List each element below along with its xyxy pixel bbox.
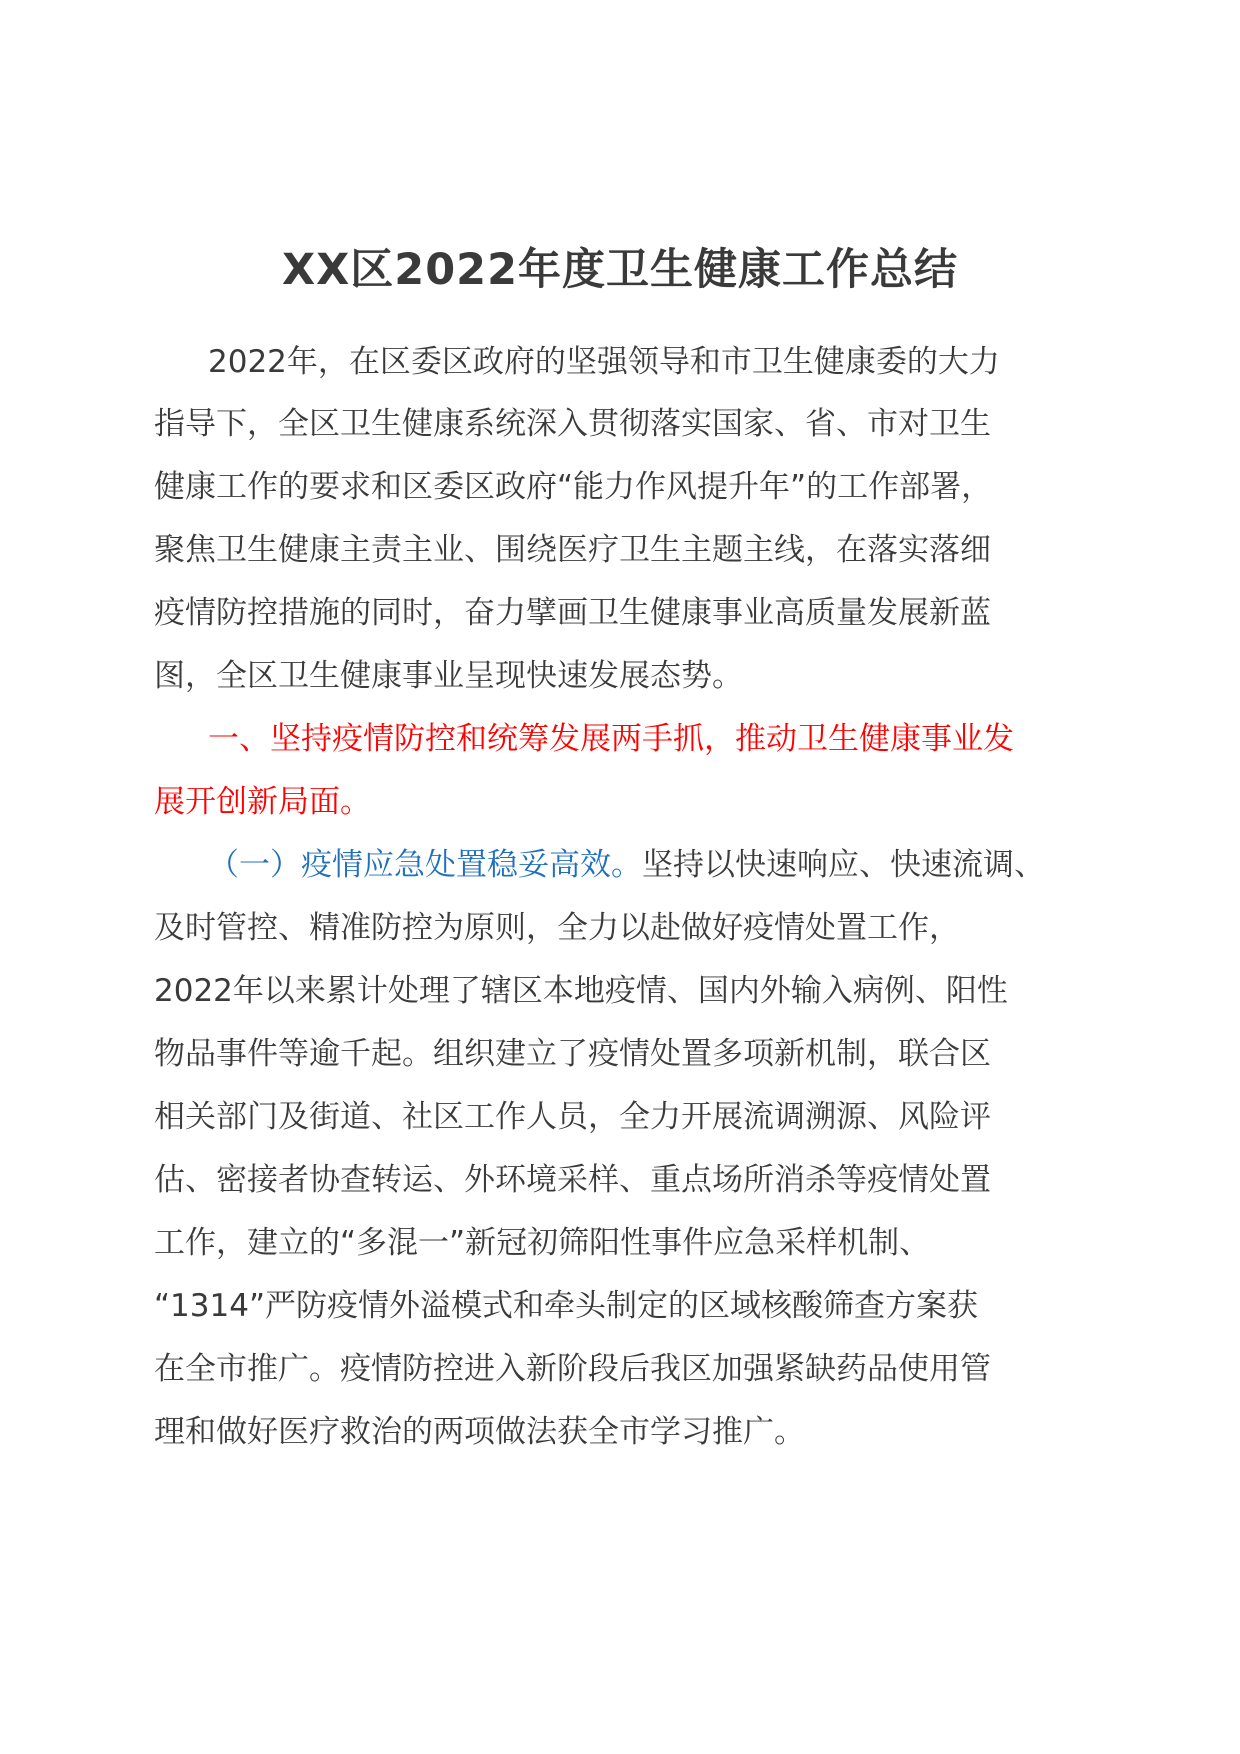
section1-heading-line-2: 展开创新局面。 <box>154 784 371 820</box>
intro-line-5: 疫情防控措施的同时，奋力擘画卫生健康事业高质量发展新蓝 <box>154 595 991 631</box>
subsection1-first-line-text: 坚持以快速响应、快速流调、 <box>642 847 1045 883</box>
subsection1-line-3: 2022年以来累计处理了辖区本地疫情、国内外输入病例、阳性 <box>154 973 1008 1009</box>
section1-heading-line-1: 一、坚持疫情防控和统筹发展两手抓，推动卫生健康事业发 <box>208 721 1014 757</box>
subsection1-line-9: 在全市推广。疫情防控进入新阶段后我区加强紧缺药品使用管 <box>154 1351 991 1387</box>
intro-line-6: 图，全区卫生健康事业呈现快速发展态势。 <box>154 658 743 694</box>
subsection1-line-4: 物品事件等逾千起。组织建立了疫情处置多项新机制，联合区 <box>154 1036 991 1072</box>
intro-line-3: 健康工作的要求和区委区政府“能力作风提升年”的工作部署， <box>154 469 993 505</box>
subsection1-heading: （一）疫情应急处置稳妥高效。 <box>208 847 642 883</box>
document-title: XX区2022年度卫生健康工作总结 <box>282 245 958 295</box>
subsection1-line-7: 工作，建立的“多混一”新冠初筛阳性事件应急采样机制、 <box>154 1225 931 1261</box>
subsection1-line-6: 估、密接者协查转运、外环境采样、重点场所消杀等疫情处置 <box>154 1162 991 1198</box>
subsection1-line-10: 理和做好医疗救治的两项做法获全市学习推广。 <box>154 1414 805 1450</box>
subsection1-line-8: “1314”严防疫情外溢模式和牵头制定的区域核酸筛查方案获 <box>154 1288 979 1324</box>
subsection1-line-2: 及时管控、精准防控为原则，全力以赴做好疫情处置工作， <box>154 910 960 946</box>
subsection1-line-5: 相关部门及街道、社区工作人员，全力开展流调溯源、风险评 <box>154 1099 991 1135</box>
subsection1-first-line <box>208 843 1045 887</box>
intro-line-1: 2022年，在区委区政府的坚强领导和市卫生健康委的大力 <box>208 344 1000 380</box>
intro-line-4: 聚焦卫生健康主责主业、围绕医疗卫生主题主线，在落实落细 <box>154 532 991 568</box>
intro-line-2: 指导下，全区卫生健康系统深入贯彻落实国家、省、市对卫生 <box>154 406 991 442</box>
